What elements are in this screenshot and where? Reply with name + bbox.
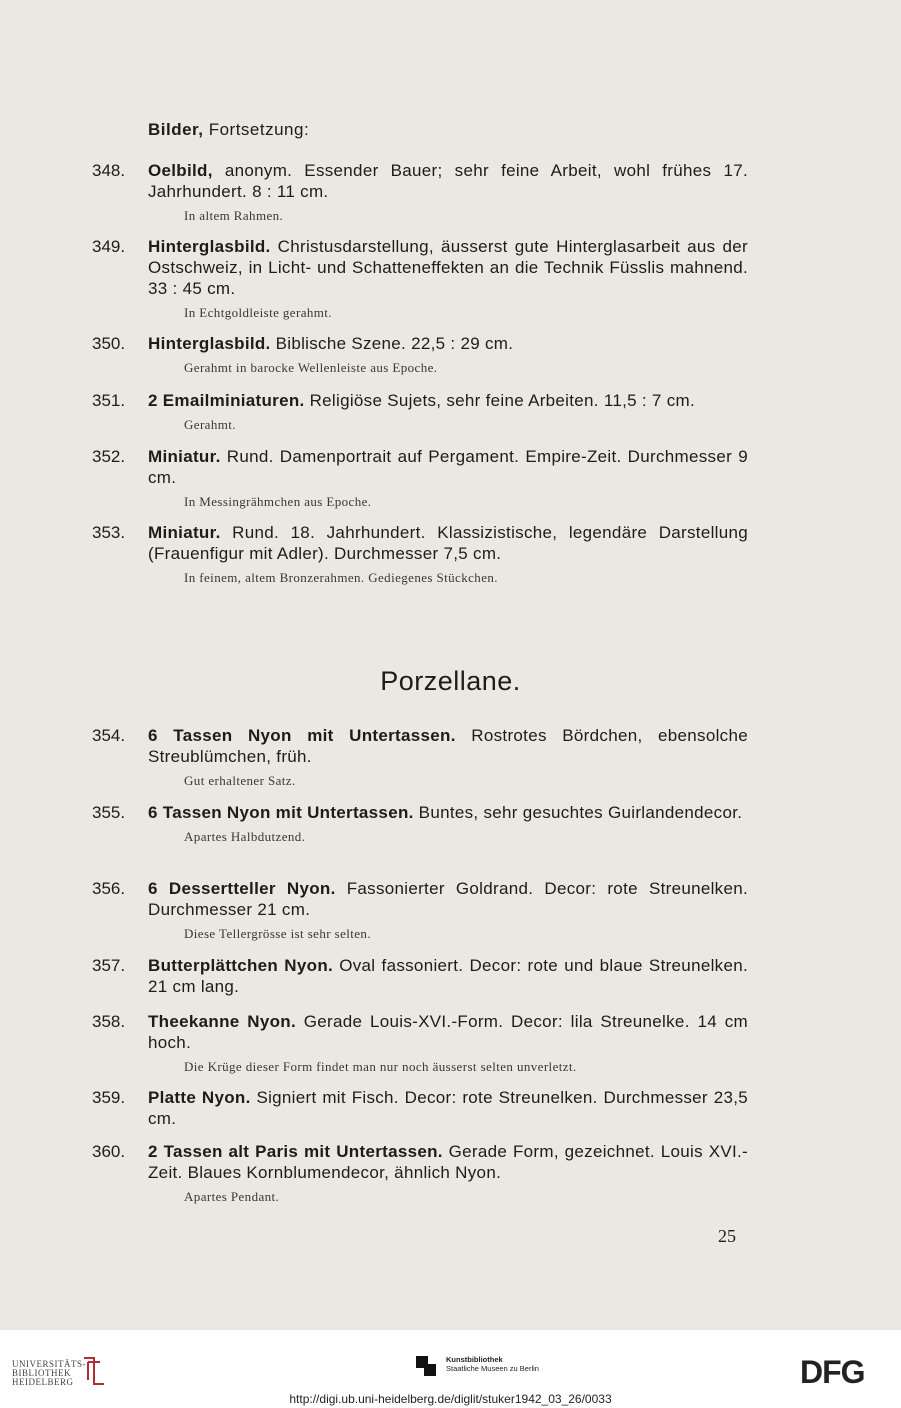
entry-text bbox=[148, 725, 748, 767]
kunstbibliothek-logo-text bbox=[446, 1355, 539, 1373]
entry-note: Gerahmt. bbox=[184, 417, 236, 432]
section-heading-bold: Bilder, bbox=[148, 120, 204, 139]
entry-title: Platte Nyon. bbox=[148, 1088, 251, 1107]
entry-text bbox=[148, 236, 748, 299]
entry-note: In Echtgoldleiste gerahmt. bbox=[184, 305, 332, 320]
entry-title: 6 Tassen Nyon mit Untertassen. bbox=[148, 726, 456, 745]
section-heading bbox=[148, 120, 309, 140]
entry-title: Butterplättchen Nyon. bbox=[148, 956, 334, 975]
entry-text bbox=[148, 955, 748, 997]
catalog-entry-348 bbox=[92, 160, 752, 224]
entry-description: Religiöse Sujets, sehr feine Arbeiten. 11,5 : 7 cm. bbox=[304, 391, 695, 410]
catalog-entry-355 bbox=[92, 802, 752, 845]
uni-line-1: UNIVERSITÄTS- bbox=[12, 1359, 86, 1369]
entry-description: Rund. Damenportrait auf Pergament. Empire-Zeit. Durchmesser 9 cm. bbox=[148, 447, 748, 487]
catalog-entry-354 bbox=[92, 725, 752, 789]
entry-number: 353. bbox=[92, 523, 126, 542]
entry-title: 2 Emailminiaturen. bbox=[148, 391, 305, 410]
catalog-entry-359 bbox=[92, 1087, 752, 1129]
catalog-entry-360 bbox=[92, 1141, 752, 1205]
entry-number: 358. bbox=[92, 1012, 126, 1031]
entry-title: Miniatur. bbox=[148, 447, 221, 466]
catalog-entry-351 bbox=[92, 390, 752, 433]
entry-number: 351. bbox=[92, 391, 126, 410]
entry-text bbox=[148, 802, 748, 823]
page-number: 25 bbox=[718, 1226, 736, 1246]
entry-title: Oelbild, bbox=[148, 161, 213, 180]
entry-text bbox=[148, 1141, 748, 1183]
entry-note: In altem Rahmen. bbox=[184, 208, 284, 223]
entry-title: Miniatur. bbox=[148, 523, 221, 542]
entry-title: 6 Tassen Nyon mit Untertassen. bbox=[148, 803, 414, 822]
uni-line-2: BIBLIOTHEK bbox=[12, 1368, 71, 1378]
kb-line-1: Kunstbibliothek bbox=[446, 1355, 503, 1364]
entry-title: 2 Tassen alt Paris mit Untertassen. bbox=[148, 1142, 443, 1161]
entry-text bbox=[148, 522, 748, 564]
entry-note: Gut erhaltener Satz. bbox=[184, 773, 296, 788]
porzellane-heading: Porzellane. bbox=[380, 666, 521, 696]
catalog-entry-358 bbox=[92, 1011, 752, 1075]
entry-description: Biblische Szene. 22,5 : 29 cm. bbox=[270, 334, 514, 353]
entry-number: 355. bbox=[92, 803, 126, 822]
catalog-entry-353 bbox=[92, 522, 752, 586]
entry-number: 359. bbox=[92, 1088, 126, 1107]
entry-text bbox=[148, 390, 748, 411]
university-logo-icon[interactable] bbox=[80, 1354, 110, 1388]
entry-number: 354. bbox=[92, 726, 126, 745]
entry-description: Buntes, sehr gesuchtes Guirlandendecor. bbox=[413, 803, 743, 822]
catalog-entry-352 bbox=[92, 446, 752, 510]
uni-line-3: HEIDELBERG bbox=[12, 1377, 74, 1387]
entry-number: 356. bbox=[92, 879, 126, 898]
catalog-entry-356 bbox=[92, 878, 752, 942]
entry-note: In feinem, altem Bronzerahmen. Gediegenes Stückchen. bbox=[184, 570, 498, 585]
university-library-logo-text[interactable] bbox=[12, 1360, 86, 1387]
entry-text bbox=[148, 1087, 748, 1129]
entry-number: 360. bbox=[92, 1142, 126, 1161]
entry-text bbox=[148, 1011, 748, 1053]
entry-number: 352. bbox=[92, 447, 126, 466]
entry-description: Rund. 18. Jahrhundert. Klassizistische, legendäre Darstellung (Frauenfigur mit Adler). Durchmesser 7,5 cm. bbox=[148, 523, 748, 563]
entry-title: Theekanne Nyon. bbox=[148, 1012, 296, 1031]
entry-text bbox=[148, 160, 748, 202]
entry-number: 357. bbox=[92, 956, 126, 975]
kunstbibliothek-logo-icon[interactable] bbox=[414, 1354, 440, 1380]
entry-text bbox=[148, 446, 748, 488]
entry-description: anonym. Essender Bauer; sehr feine Arbeit, wohl frühes 17. Jahrhundert. 8 : 11 cm. bbox=[148, 161, 748, 201]
entry-number: 349. bbox=[92, 237, 126, 256]
entry-description: Oval fassoniert. Decor: rote und blaue Streunelken. 21 cm lang. bbox=[148, 956, 748, 996]
entry-text bbox=[148, 333, 748, 354]
kb-line-2: Staatliche Museen zu Berlin bbox=[446, 1364, 539, 1373]
entry-note: Gerahmt in barocke Wellenleiste aus Epoche. bbox=[184, 360, 438, 375]
entry-note: Apartes Pendant. bbox=[184, 1189, 280, 1204]
catalog-entry-349 bbox=[92, 236, 752, 321]
entry-text bbox=[148, 878, 748, 920]
dfg-logo[interactable]: DFG bbox=[800, 1354, 865, 1390]
entry-description: Gerade Louis-XVI.-Form. Decor: lila Streunelke. 14 cm hoch. bbox=[148, 1012, 748, 1052]
entry-title: Hinterglasbild. bbox=[148, 334, 271, 353]
entry-description: Fassonierter Goldrand. Decor: rote Streunelken. Durchmesser 21 cm. bbox=[148, 879, 748, 919]
permalink-url[interactable]: http://digi.ub.uni-heidelberg.de/diglit/stuker1942_03_26/0033 bbox=[289, 1392, 612, 1406]
entry-note: Apartes Halbdutzend. bbox=[184, 829, 306, 844]
entry-number: 350. bbox=[92, 334, 126, 353]
entry-description: Rostrotes Bördchen, ebensolche Streublümchen, früh. bbox=[148, 726, 748, 766]
entry-description: Gerade Form, gezeichnet. Louis XVI.-Zeit. Blaues Kornblumendecor, ähnlich Nyon. bbox=[148, 1142, 748, 1182]
entry-number: 348. bbox=[92, 161, 126, 180]
footer-bar bbox=[0, 1330, 901, 1408]
entry-note: Diese Tellergrösse ist sehr selten. bbox=[184, 926, 371, 941]
entry-description: Christusdarstellung, äusserst gute Hinterglasarbeit aus der Ostschweiz, in Licht- und Schatteneffekten an die Technik Füsslis mahnend. 33 : 45 cm. bbox=[148, 237, 748, 298]
entry-note: In Messingrähmchen aus Epoche. bbox=[184, 494, 372, 509]
entry-note: Die Krüge dieser Form findet man nur noch äusserst selten unverletzt. bbox=[184, 1059, 577, 1074]
section-heading-rest: Fortsetzung: bbox=[203, 120, 310, 139]
entry-title: 6 Dessertteller Nyon. bbox=[148, 879, 336, 898]
entry-title: Hinterglasbild. bbox=[148, 237, 271, 256]
entry-description: Signiert mit Fisch. Decor: rote Streunelken. Durchmesser 23,5 cm. bbox=[148, 1088, 748, 1128]
catalog-entry-357 bbox=[92, 955, 752, 997]
catalog-entry-350 bbox=[92, 333, 752, 376]
